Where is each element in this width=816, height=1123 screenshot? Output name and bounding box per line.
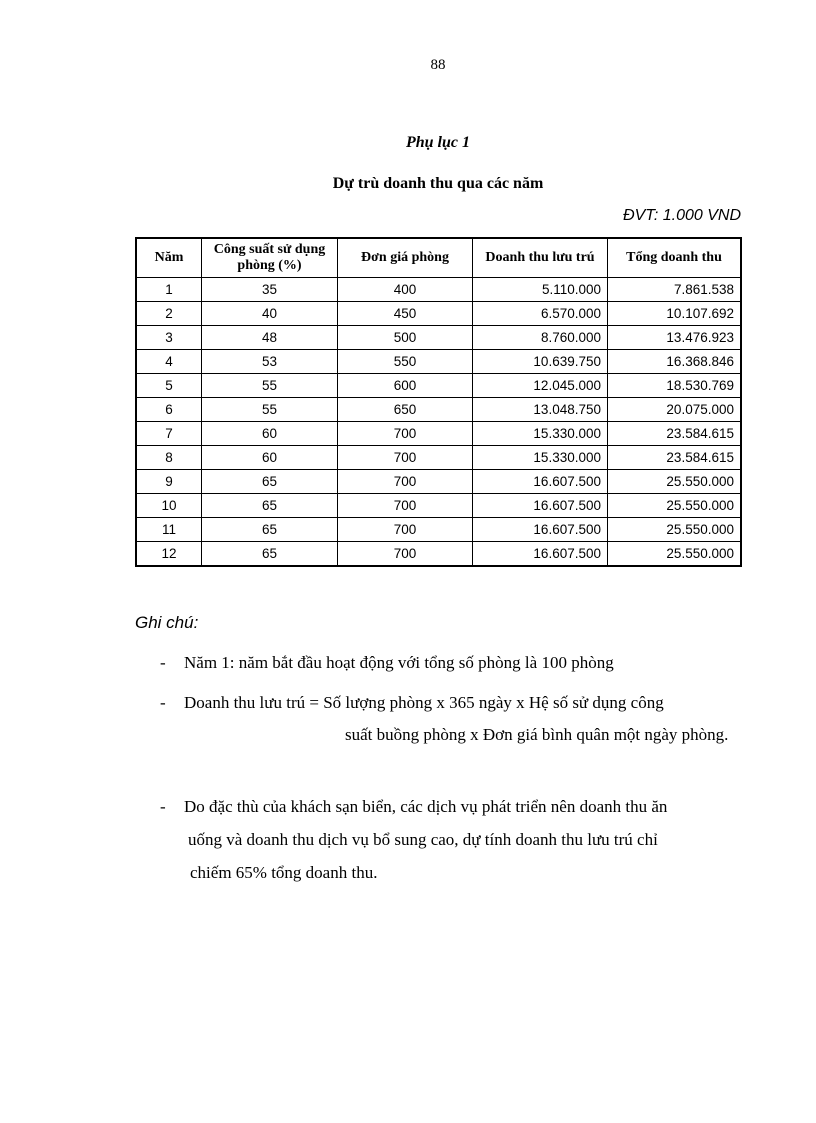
header-accommodation-revenue: Doanh thu lưu trú [473, 238, 608, 278]
cell-accommodation-revenue: 16.607.500 [473, 518, 608, 542]
cell-total-revenue: 20.075.000 [608, 398, 742, 422]
header-year: Năm [136, 238, 202, 278]
cell-accommodation-revenue: 15.330.000 [473, 422, 608, 446]
table-row [136, 422, 741, 446]
table-row [136, 494, 741, 518]
cell-room-price: 700 [338, 470, 473, 494]
cell-year: 8 [136, 446, 202, 470]
cell-year: 2 [136, 302, 202, 326]
cell-total-revenue: 23.584.615 [608, 422, 742, 446]
cell-room-price: 700 [338, 422, 473, 446]
table-row [136, 278, 741, 302]
cell-accommodation-revenue: 10.639.750 [473, 350, 608, 374]
cell-year: 9 [136, 470, 202, 494]
cell-accommodation-revenue: 8.760.000 [473, 326, 608, 350]
bullet-dash: - [160, 797, 166, 816]
cell-room-price: 600 [338, 374, 473, 398]
cell-occupancy: 65 [202, 542, 338, 567]
cell-year: 7 [136, 422, 202, 446]
table-row [136, 470, 741, 494]
appendix-title: Phụ lục 1 [405, 134, 470, 151]
cell-total-revenue: 7.861.538 [608, 278, 742, 302]
table-row [136, 518, 741, 542]
cell-room-price: 650 [338, 398, 473, 422]
cell-accommodation-revenue: 15.330.000 [473, 446, 608, 470]
cell-room-price: 500 [338, 326, 473, 350]
cell-year: 11 [136, 518, 202, 542]
unit-label: ĐVT: 1.000 VND [623, 207, 741, 224]
cell-occupancy: 48 [202, 326, 338, 350]
cell-year: 3 [136, 326, 202, 350]
cell-total-revenue: 25.550.000 [608, 518, 742, 542]
note-item-3 [184, 790, 744, 889]
table-row [136, 398, 741, 422]
cell-year: 5 [136, 374, 202, 398]
cell-year: 10 [136, 494, 202, 518]
note-item-2-rest: suất buồng phòng x Đơn giá bình quân một ngày phòng. [345, 725, 729, 744]
cell-occupancy: 65 [202, 470, 338, 494]
header-total-revenue: Tổng doanh thu [608, 238, 742, 278]
cell-year: 6 [136, 398, 202, 422]
cell-accommodation-revenue: 13.048.750 [473, 398, 608, 422]
cell-room-price: 700 [338, 446, 473, 470]
notes-label: Ghi chú: [135, 613, 199, 632]
table-row [136, 326, 741, 350]
header-room-price: Đơn giá phòng [338, 238, 473, 278]
cell-occupancy: 53 [202, 350, 338, 374]
table-row [136, 302, 741, 326]
cell-room-price: 700 [338, 542, 473, 567]
cell-occupancy: 65 [202, 494, 338, 518]
table-row [136, 446, 741, 470]
bullet-dash: - [160, 693, 166, 712]
revenue-table [135, 237, 742, 567]
cell-accommodation-revenue: 12.045.000 [473, 374, 608, 398]
bullet-dash: - [160, 653, 166, 672]
cell-total-revenue: 16.368.846 [608, 350, 742, 374]
cell-room-price: 700 [338, 518, 473, 542]
cell-total-revenue: 18.530.769 [608, 374, 742, 398]
cell-room-price: 450 [338, 302, 473, 326]
page-number: 88 [430, 57, 446, 73]
cell-accommodation-revenue: 16.607.500 [473, 542, 608, 567]
table-title: Dự trù doanh thu qua các năm [332, 175, 544, 192]
note-item-3-line-3: chiếm 65% tổng doanh thu. [190, 863, 378, 882]
cell-accommodation-revenue: 16.607.500 [473, 470, 608, 494]
cell-total-revenue: 25.550.000 [608, 494, 742, 518]
note-item-2-first-line: Doanh thu lưu trú = Số lượng phòng x 365 ngày x Hệ số sử dụng công [184, 693, 664, 712]
cell-room-price: 700 [338, 494, 473, 518]
table-row [136, 374, 741, 398]
cell-accommodation-revenue: 6.570.000 [473, 302, 608, 326]
cell-year: 12 [136, 542, 202, 567]
cell-room-price: 550 [338, 350, 473, 374]
note-item-3-line-2: uống và doanh thu dịch vụ bổ sung cao, dự tính doanh thu lưu trú chỉ [188, 830, 658, 849]
cell-total-revenue: 25.550.000 [608, 542, 742, 567]
cell-occupancy: 35 [202, 278, 338, 302]
cell-total-revenue: 10.107.692 [608, 302, 742, 326]
cell-total-revenue: 23.584.615 [608, 446, 742, 470]
cell-year: 4 [136, 350, 202, 374]
cell-accommodation-revenue: 16.607.500 [473, 494, 608, 518]
note-item-3-line-1: Do đặc thù của khách sạn biển, các dịch vụ phát triển nên doanh thu ăn [184, 797, 668, 816]
table-row [136, 542, 741, 567]
header-occupancy: Công suất sử dụng phòng (%) [202, 238, 338, 278]
cell-occupancy: 60 [202, 446, 338, 470]
cell-occupancy: 55 [202, 374, 338, 398]
cell-occupancy: 60 [202, 422, 338, 446]
cell-total-revenue: 25.550.000 [608, 470, 742, 494]
table-header-row [136, 238, 741, 278]
cell-room-price: 400 [338, 278, 473, 302]
cell-occupancy: 40 [202, 302, 338, 326]
cell-occupancy: 65 [202, 518, 338, 542]
cell-accommodation-revenue: 5.110.000 [473, 278, 608, 302]
cell-occupancy: 55 [202, 398, 338, 422]
note-item-1: Năm 1: năm bắt đầu hoạt động với tổng số phòng là 100 phòng [184, 653, 614, 672]
cell-total-revenue: 13.476.923 [608, 326, 742, 350]
cell-year: 1 [136, 278, 202, 302]
table-row [136, 350, 741, 374]
